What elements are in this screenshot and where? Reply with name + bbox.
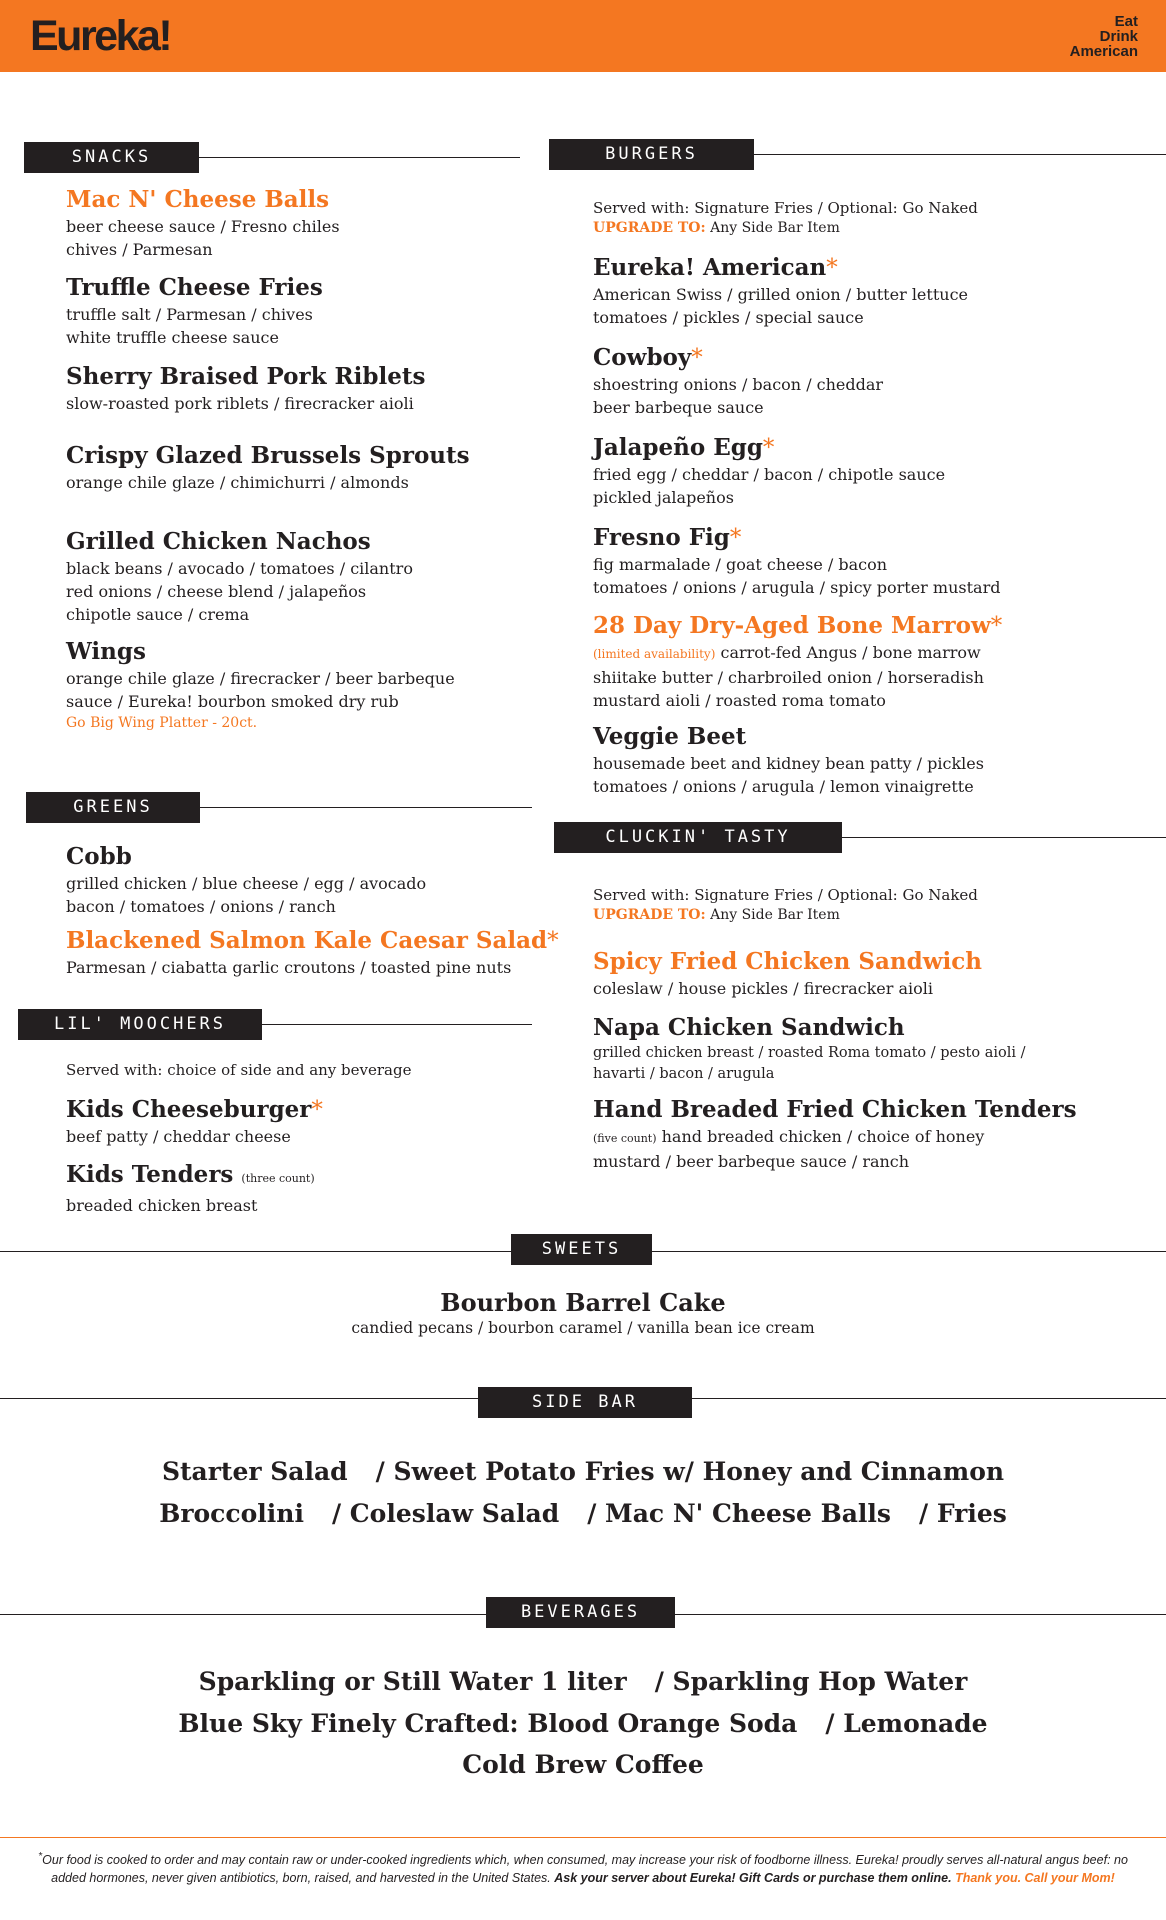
footer-asterisk: * (38, 1851, 43, 1862)
side-item: / Sweet Potato Fries w/ Honey and Cinnamon (375, 1457, 1005, 1486)
sidebar-row-2 (0, 1497, 1166, 1531)
item-desc: slow-roasted pork riblets / firecracker aioli (66, 394, 414, 413)
menu-item (593, 433, 945, 509)
beverage-item: / Lemonade (825, 1709, 988, 1738)
item-count: (three count) (241, 1172, 315, 1185)
item-name: Jalapeño Egg (593, 434, 763, 461)
item-name: 28 Day Dry-Aged Bone Marrow (593, 612, 991, 639)
item-name: Bourbon Barrel Cake (440, 1288, 726, 1317)
served-with: Served with: choice of side and any beverage (66, 1061, 412, 1079)
menu-item (66, 441, 470, 494)
beverages-row-1 (0, 1665, 1166, 1699)
item-desc: pickled jalapeños (593, 488, 734, 507)
sidebar-row-1 (0, 1455, 1166, 1489)
menu-item (593, 947, 982, 1000)
item-desc: tomatoes / pickles / special sauce (593, 308, 864, 327)
item-desc: black beans / avocado / tomatoes / cilantro (66, 559, 413, 578)
item-name: Crispy Glazed Brussels Sprouts (66, 442, 470, 469)
item-desc: fig marmalade / goat cheese / bacon (593, 555, 888, 574)
side-item: Starter Salad (161, 1457, 348, 1486)
section-moochers (18, 1009, 532, 1040)
asterisk: * (547, 928, 559, 954)
header-bar (0, 0, 1166, 72)
section-cluckin (554, 822, 1166, 853)
asterisk: * (826, 255, 838, 281)
item-name: Blackened Salmon Kale Caesar Salad (66, 927, 548, 954)
item-name: Wings (66, 638, 146, 665)
side-item: / Mac N' Cheese Balls (587, 1499, 891, 1528)
section-snacks-label: SNACKS (24, 142, 199, 173)
tagline-american: American (1069, 43, 1138, 60)
item-desc: chipotle sauce / crema (66, 605, 250, 624)
item-desc: white truffle cheese sauce (66, 328, 279, 347)
item-desc: grilled chicken breast / roasted Roma tomato / pesto aioli / (593, 1045, 1026, 1061)
menu-item (66, 362, 425, 415)
asterisk: * (691, 345, 703, 371)
limited-availability: (limited availability) (593, 647, 716, 661)
item-desc: fried egg / cheddar / bacon / chipotle sauce (593, 465, 946, 484)
side-item: / Coleslaw Salad (331, 1499, 560, 1528)
section-moochers-label: LIL' MOOCHERS (18, 1009, 262, 1040)
item-name: Mac N' Cheese Balls (66, 186, 330, 213)
menu-item (66, 1095, 323, 1148)
item-desc: tomatoes / onions / arugula / spicy porter mustard (593, 578, 1001, 597)
footer-disclaimer (20, 1848, 1146, 1887)
item-desc: coleslaw / house pickles / firecracker aioli (593, 979, 934, 998)
section-beverages-label: BEVERAGES (486, 1597, 675, 1628)
item-name: Hand Breaded Fried Chicken Tenders (593, 1096, 1077, 1123)
item-name: Napa Chicken Sandwich (593, 1014, 905, 1041)
item-desc: havarti / bacon / arugula (593, 1066, 775, 1082)
item-desc: tomatoes / onions / arugula / lemon vinaigrette (593, 777, 974, 796)
side-item: Broccolini (159, 1499, 304, 1528)
item-name: Sherry Braised Pork Riblets (66, 363, 426, 390)
section-snacks (24, 142, 520, 173)
menu-item (593, 523, 1000, 599)
footer-text: Our food is cooked to order and may contain raw or under-cooked ingredients which, when consumed, may increase your risk of foodborne illness. Eureka! proudly serves all-natural angus beef: no added hormones, never given antibiotics, born, raised, and harvested in the United States. (42, 1853, 1128, 1886)
section-rule (200, 807, 532, 808)
menu-item (66, 527, 413, 626)
section-rule (754, 154, 1166, 155)
item-name: Eureka! American (593, 254, 827, 281)
beverage-item: Cold Brew Coffee (462, 1750, 704, 1779)
item-desc: bacon / tomatoes / onions / ranch (66, 897, 336, 916)
item-desc: orange chile glaze / chimichurri / almonds (66, 473, 409, 492)
item-name: Kids Tenders (66, 1161, 234, 1188)
item-name: Cobb (66, 843, 132, 870)
asterisk: * (729, 525, 742, 551)
upgrade-label: UPGRADE TO: (593, 907, 706, 923)
section-sidebar-label: SIDE BAR (478, 1387, 692, 1418)
item-desc: breaded chicken breast (66, 1196, 258, 1215)
asterisk: * (762, 435, 775, 461)
item-desc: Parmesan / ciabatta garlic croutons / toasted pine nuts (66, 958, 512, 977)
menu-item (593, 1013, 1026, 1085)
item-name: Kids Cheeseburger (66, 1096, 312, 1123)
section-burgers (549, 139, 1166, 170)
item-desc: red onions / cheese blend / jalapeños (66, 582, 367, 601)
sweets-item (0, 1288, 1166, 1338)
item-desc: mustard aioli / roasted roma tomato (593, 691, 886, 710)
section-sweets-label: SWEETS (511, 1234, 652, 1265)
item-desc: mustard / beer barbeque sauce / ranch (593, 1152, 910, 1171)
item-desc: beef patty / cheddar cheese (66, 1127, 291, 1146)
beverage-item: Sparkling or Still Water 1 liter (198, 1667, 627, 1696)
item-desc: orange chile glaze / firecracker / beer barbeque (66, 669, 455, 688)
menu-item (66, 842, 426, 918)
item-desc: shoestring onions / bacon / cheddar (593, 375, 884, 394)
menu-item (66, 637, 455, 733)
asterisk: * (311, 1097, 323, 1123)
item-name: Truffle Cheese Fries (66, 274, 323, 301)
item-count: (five count) (593, 1132, 657, 1145)
menu-item (66, 926, 559, 979)
item-desc: grilled chicken / blue cheese / egg / avocado (66, 874, 427, 893)
upgrade-value: Any Side Bar Item (710, 220, 840, 236)
section-rule (842, 837, 1166, 838)
menu-item (66, 273, 323, 349)
beverage-item: / Sparkling Hop Water (654, 1667, 968, 1696)
beverages-row-3 (0, 1748, 1166, 1782)
item-note: Go Big Wing Platter - 20ct. (66, 715, 258, 731)
item-name: Spicy Fried Chicken Sandwich (593, 948, 982, 975)
section-rule (262, 1024, 532, 1025)
served-with: Served with: Signature Fries / Optional: Go Naked (593, 199, 978, 217)
item-desc: housemade beet and kidney bean patty / pickles (593, 754, 984, 773)
asterisk: * (990, 613, 1003, 639)
item-name: Veggie Beet (593, 723, 747, 750)
item-desc: beer barbeque sauce (593, 398, 764, 417)
item-desc: sauce / Eureka! bourbon smoked dry rub (66, 692, 399, 711)
menu-item (593, 343, 883, 419)
section-cluckin-label: CLUCKIN' TASTY (554, 822, 842, 853)
item-desc: shiitake butter / charbroiled onion / horseradish (593, 668, 984, 687)
upgrade-line (593, 218, 840, 238)
menu-item (593, 611, 1002, 712)
beverages-row-2 (0, 1707, 1166, 1741)
side-item: / Fries (919, 1499, 1007, 1528)
upgrade-line (593, 905, 840, 925)
menu-item (66, 185, 340, 261)
beverage-item: Blue Sky Finely Crafted: Blood Orange Soda (178, 1709, 798, 1738)
item-name: Cowboy (593, 344, 692, 371)
item-desc: American Swiss / grilled onion / butter lettuce (593, 285, 968, 304)
item-desc: chives / Parmesan (66, 240, 213, 259)
item-desc: beer cheese sauce / Fresno chiles (66, 217, 340, 236)
logo: Eureka! (30, 12, 171, 60)
item-desc: hand breaded chicken / choice of honey (661, 1127, 985, 1146)
section-greens (26, 792, 532, 823)
footer-thanks: Thank you. Call your Mom! (955, 1871, 1115, 1886)
tagline (1070, 14, 1138, 59)
tagline-drink: Drink (1099, 28, 1138, 45)
tagline-eat: Eat (1114, 13, 1138, 30)
item-desc: candied pecans / bourbon caramel / vanilla bean ice cream (351, 1319, 815, 1337)
menu-item (593, 722, 984, 798)
item-desc: carrot-fed Angus / bone marrow (720, 643, 981, 662)
section-burgers-label: BURGERS (549, 139, 754, 170)
upgrade-label: UPGRADE TO: (593, 220, 706, 236)
footer-rule (0, 1837, 1166, 1838)
served-with: Served with: Signature Fries / Optional: Go Naked (593, 886, 978, 904)
menu-item (593, 253, 968, 329)
section-greens-label: GREENS (26, 792, 200, 823)
item-desc: truffle salt / Parmesan / chives (66, 305, 313, 324)
menu-item (593, 1095, 1077, 1173)
footer-gift-cards: Ask your server about Eureka! Gift Cards or purchase them online. (554, 1871, 952, 1886)
menu-item (66, 1160, 315, 1217)
section-rule (199, 157, 520, 158)
upgrade-value: Any Side Bar Item (710, 907, 840, 923)
item-name: Grilled Chicken Nachos (66, 528, 371, 555)
item-name: Fresno Fig (593, 524, 730, 551)
